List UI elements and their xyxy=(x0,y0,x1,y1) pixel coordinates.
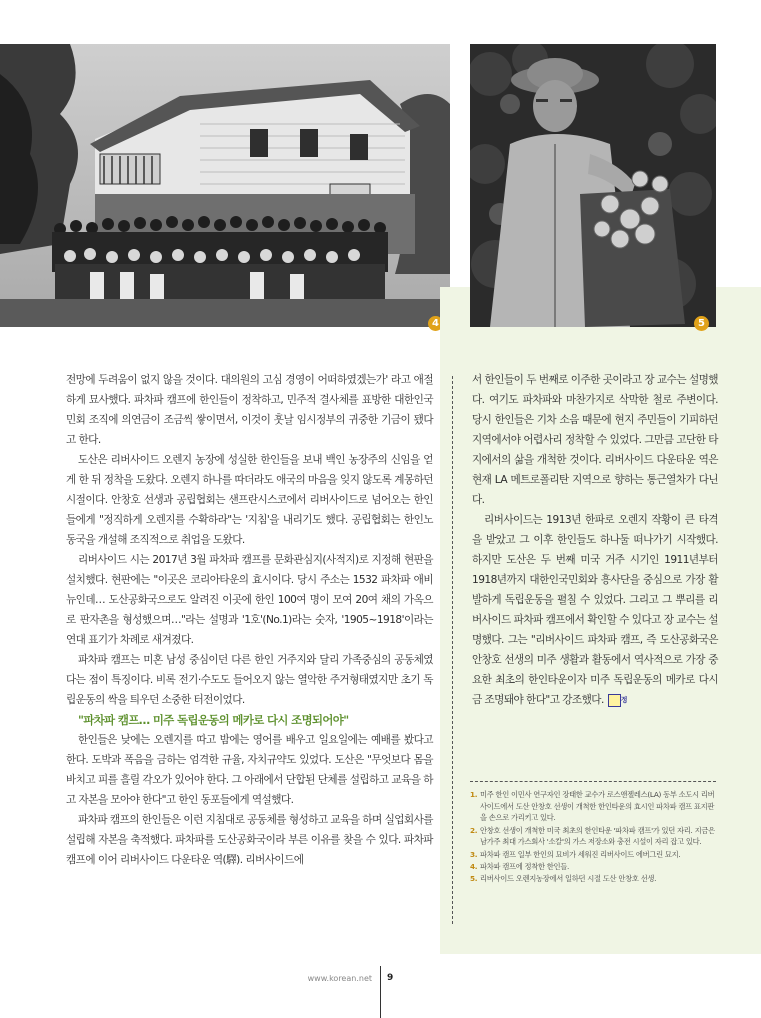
caption-number: 2. xyxy=(470,825,478,835)
section-subheading: "파차파 캠프… 미주 독립운동의 메카로 다시 조명되어야" xyxy=(78,713,349,727)
article-column-right xyxy=(472,370,718,710)
caption-item xyxy=(470,873,718,885)
caption-number: 5. xyxy=(470,874,478,884)
caption-text: 파차파 캠프에 정착한 한인들. xyxy=(480,861,570,871)
caption-text: 안창호 선생이 개척한 미국 최초의 한인타운 '파차파 캠프'가 있던 자리. 지금은 남가주 최대 가스회사 '소칼'의 가스 저장소와 충전 시설이 자리 잡고 있다. xyxy=(480,825,715,847)
orange-picker-illustration xyxy=(470,44,716,327)
paragraph: 파차파 캠프는 미혼 남성 중심이던 다른 한인 거주지와 달리 가족중심의 공동체였다는 점이 특징이다. 비록 전기·수도도 들어오지 않는 열악한 주거형태였지만 초기 독립운동의 싹을 틔우던 소중한 터전이었다. xyxy=(66,654,433,706)
photo-number-badge: 4 xyxy=(428,316,443,331)
photo-number-badge: 5 xyxy=(694,316,709,331)
caption-item xyxy=(470,861,718,873)
photo-orange-picker xyxy=(470,44,716,327)
paragraph xyxy=(472,510,718,710)
caption-item xyxy=(470,825,718,848)
caption-item xyxy=(470,849,718,861)
caption-text: 파차파 캠프 일부 한인의 묘비가 세워진 리버사이드 에버그린 묘지. xyxy=(480,849,681,859)
paragraph: 서 한인들이 두 번째로 이주한 곳이라고 장 교수는 설명했다. 여기도 파차파와 마찬가지로 삭막한 철로 주변이다. 당시 한인들은 기차 소음 때문에 현지 주민들이 기피하던 지역에서야 어렵사리 정착할 수 있었다. 그만큼 고단한 타지에서의 삶을 개척한 것이다. 리버사이드 다운타운 역은 현재 LA 메트로폴리탄 지역으로 향하는 통근열차가 다닌다. xyxy=(472,374,718,506)
photo-group-house xyxy=(0,44,450,327)
photo-captions xyxy=(470,789,718,886)
group-photo-illustration xyxy=(0,44,450,327)
paragraph: 리버사이드 시는 2017년 3월 파차파 캠프를 문화관심지(사적지)로 지정해 현판을 설치했다. 현판에는 "이곳은 코리아타운의 효시이다. 당시 주소는 1532 파차파 애비뉴인데… 도산공화국으로도 알려진 이곳에 한인 100여 명이 모여 20여 채의 가옥으로 판자촌을 형성했으며…"라는 설명과 '1호'(No.1)라는 숫자, '1905~1918'이라는 연대 표기가 차례로 새겨졌다. xyxy=(66,554,433,646)
paragraph-text: 리버사이드는 1913년 한파로 오렌지 작황이 큰 타격을 받았고 그 이후 한인들도 하나둘 떠나가기 시작했다. 하지만 도산은 두 번째 미국 거주 시기인 1911년부터 1918년까지 대한인국민회와 흥사단을 중심으로 가장 활발하게 독립운동을 펼칠 수 있었다. 그리고 그 뿌리를 리버사이드 파차파 캠프에서 확인할 수 있다고 장 교수는 설명했다. 그는 "리버사이드 파차파 캠프, 즉 도산공화국은 안창호 선생의 미주 생활과 활동에서 역사적으로 가장 중요한 최초의 한인타운이자 미주 독립운동의 메카로 다시금 조명돼야 한다"고 강조했다. xyxy=(472,514,718,706)
article-column-left xyxy=(66,370,433,870)
paragraph: 도산은 리버사이드 오렌지 농장에 성실한 한인들을 보내 백인 농장주의 신임을 얻게 한 뒤 정착을 도왔다. 오렌지 하나를 따더라도 애국의 마음을 잊지 않도록 계몽하던 시절이다. 안창호 선생과 공립협회는 샌프란시스코에서 리버사이드로 넘어오는 한인들에게 "정직하게 오렌지를 수확하라"는 '지침'을 내리기도 했다. 공립협회는 한인노동국을 개설해 조직적으로 취업을 도왔다. xyxy=(66,454,433,546)
paragraph: 파차파 캠프의 한인들은 이런 지침대로 공동체를 형성하고 교육을 하며 실업회사를 설립해 자본을 축적했다. 파차파를 도산공화국이라 부른 이유를 찾을 수 있다. 파차파 캠프에 이어 리버사이드 다운타운 역(驛). 리버사이드에 xyxy=(66,814,433,866)
caption-number: 3. xyxy=(470,849,478,859)
caption-item xyxy=(470,789,718,824)
caption-text: 미주 한인 이민사 연구자인 장태한 교수가 로스앤젤레스(LA) 동부 소도시 리버사이드에서 도산 안창호 선생이 개척한 한인타운의 효시인 파차파 캠프 표지판을 손으로 가리키고 있다. xyxy=(480,790,715,823)
caption-text: 리버사이드 오렌지농장에서 일하던 시절 도산 안창호 선생. xyxy=(480,874,657,884)
page-number: 9 xyxy=(387,973,394,983)
caption-number: 4. xyxy=(470,861,478,871)
paragraph: 전망에 두려움이 없지 않을 것이다. 대의원의 고심 경영이 어떠하였겠는가' 라고 애절하게 묘사했다. 파차파 캠프에 한인들이 정착하고, 민주적 결사체를 표방한 대한인국민회 조직에 의연금이 조금씩 쌓이면서, 이것이 훗날 임시정부의 귀중한 기금이 됐다고 한다. xyxy=(66,374,433,446)
paragraph: 한인들은 낮에는 오렌지를 따고 밤에는 영어를 배우고 일요일에는 예배를 봤다고 한다. 도박과 폭음을 금하는 엄격한 규율, 자치규약도 있었다. 도산은 "무엇보다 몸을 바치고 피를 흘릴 각오가 있어야 한다. 그 아래에서 단합된 단체를 설립하고 교육을 하고 자본을 모아야 한다"고 한인 동포들에게 역설했다. xyxy=(66,734,433,806)
caption-number: 1. xyxy=(470,790,478,799)
footnote-divider xyxy=(470,781,716,782)
column-divider xyxy=(452,376,453,924)
footer-website-link[interactable]: www.korean.net xyxy=(307,974,372,983)
article-end-mark-icon: 정 xyxy=(608,694,621,707)
footer-divider xyxy=(380,966,381,1018)
